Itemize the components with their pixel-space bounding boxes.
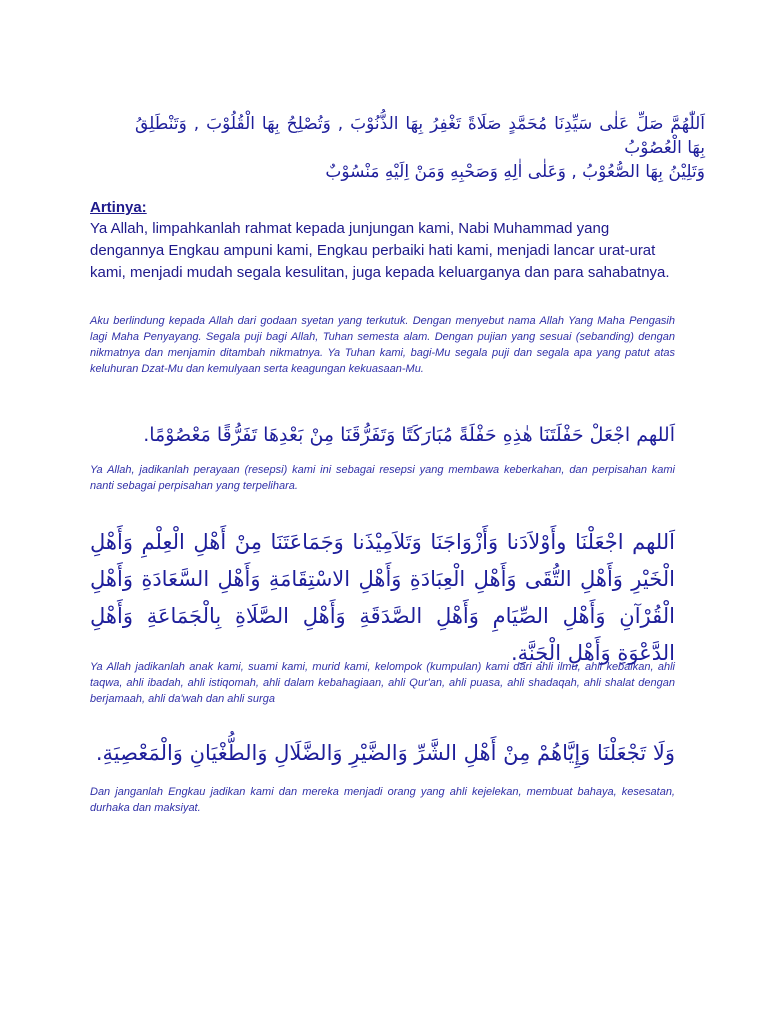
translation-heading: Artinya: <box>90 199 147 216</box>
arabic-prayer-ahli: اَللهم اجْعَلْنَا وأَوْلاَدَنا وَأَزْوَاجَنَا وَتَلاَمِيْذَنا وَجَمَاعَتَنَا مِنْ أَهْلِ الْعِلْمِ وَأَهْلِ الْخَيْرِ وَأَهْلِ التُّقَى وَأَهْلِ الْعِبَادَةِ وَأَهْلِ الاسْتِقَامَةِ وَأَهْلِ السَّعَادَةِ وَأَهْلِ الْقُرْآنِ وَأَهْلِ الصِّيَامِ وَأَهْلِ الصَّدَقَةِ وَأَهْلِ الصَّلَاةِ بِالْجَمَاعَةِ وَأَهْلِ الدَّعْوَةِ وَأَهْلِ الْجَنَّةِ. <box>90 530 675 665</box>
translation-opening: Aku berlindung kepada Allah dari godaan syetan yang terkutuk. Dengan menyebut nama Allah Yang Maha Pengasih lagi Maha Penyayang. Segala puji bagi Allah, Tuhan semesta alam. Dengan pujian yang sesuai (sebanding) dengan nikmatnya dan menjamin ditambah nikmatnya. Ya Tuhan kami, bagi-Mu segala puji dan segala apa yang patut atas keluhuran Dzat-Mu dan kemulyaan serta keagungan kekuasaan-Mu. <box>90 315 675 375</box>
translation-protection: Dan janganlah Engkau jadikan kami dan mereka menjadi orang yang ahli kejelekan, membuat bahaya, kesesatan, durhaka dan maksiyat. <box>90 786 675 814</box>
arabic-prayer-gathering: اَللهم اجْعَلْ حَفْلَتَنَا هٰذِهِ حَفْلَةً مُبَارَكَتًا وَتَفَرُّقَنَا مِنْ بَعْدِهَا تَفَرُّقًا مَعْصُوْمًا. <box>143 424 675 446</box>
translation-shalawat: Ya Allah, limpahkanlah rahmat kepada junjungan kami, Nabi Muhammad yang dengannya Engkau ampuni kami, Engkau perbaiki hati kami, menjadi lancar urat-urat kami, menjadi mudah segala kesulitan, juga kepada keluarganya dan para sahabatnya. <box>90 220 670 281</box>
arabic-prayer-shalawat: اَللّٰهُمَّ صَلِّ عَلٰى سَيِّدِنَا مُحَمَّدٍ صَلَاةً تَغْفِرُ بِهَا الذُّنُوْبَ , وَتُصْلِحُ بِهَا الْقُلُوْبَ , وَتَنْطَلِقُ بِهَا الْعُصُوْبُ وَتَلِيْنُ بِهَا الصُّعُوْبُ , وَعَلٰى اٰلِهِ وَصَحْبِهِ وَمَنْ اِلَيْهِ مَنْسُوْبٌ <box>135 114 705 182</box>
arabic-prayer-protection: وَلَا تَجْعَلْنَا وَإِيَّاهُمْ مِنْ أَهْلِ الشَّرِّ وَالضَّيْرِ وَالضَّلَالِ وَالطُّغْيَانِ وَالْمَعْصِيَةِ. <box>95 741 675 765</box>
translation-ahli: Ya Allah jadikanlah anak kami, suami kami, murid kami, kelompok (kumpulan) kami dari ahli ilmu, ahli kebaikan, ahli taqwa, ahli ibadah, ahli istiqomah, ahli dalam kebahagiaan, ahli Qur'an, ahli puasa, ahli shadaqah, ahli shalat dengan berjamaah, ahli da'wah dan ahli surga <box>90 661 675 705</box>
translation-gathering: Ya Allah, jadikanlah perayaan (resepsi) kami ini sebagai resepsi yang membawa keberkahan, dan perpisahan kami nanti sebagai perpisahan yang terpelihara. <box>90 464 675 492</box>
